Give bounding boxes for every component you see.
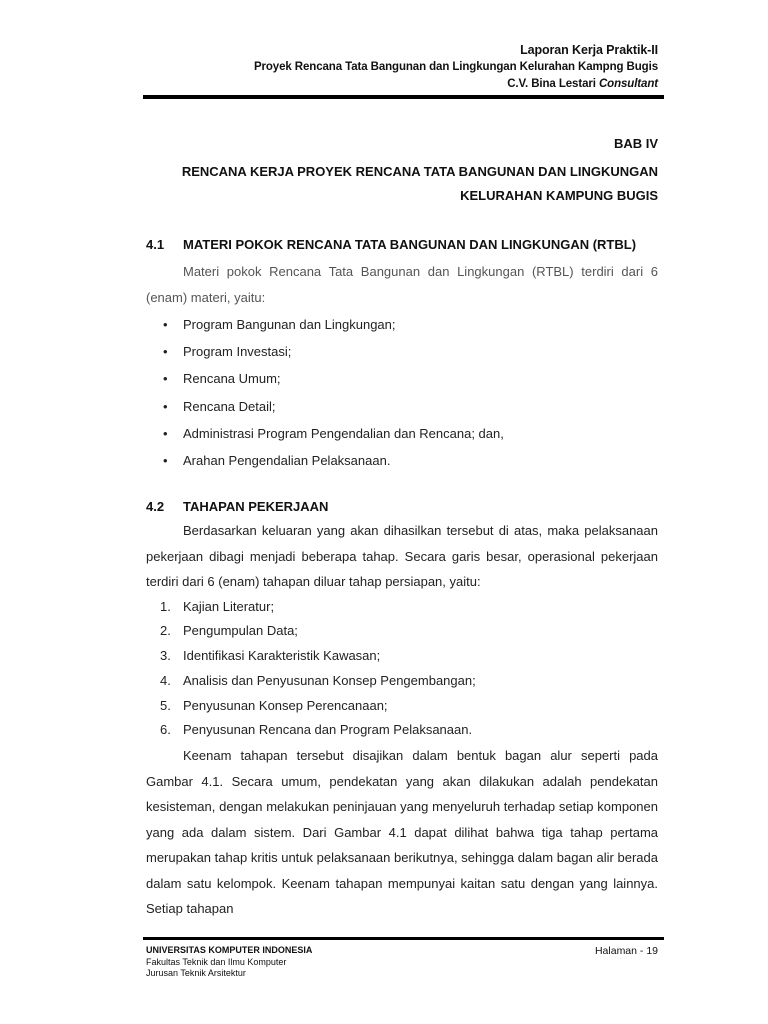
list-item <box>146 619 658 644</box>
consultant-line <box>254 76 658 93</box>
footer-institution <box>146 945 312 980</box>
section-4-1-intro: Materi pokok Rencana Tata Bangunan dan Lingkungan (RTBL) terdiri dari 6 (enam) materi, yaitu: <box>146 264 658 305</box>
report-title: Laporan Kerja Praktik-II <box>520 43 658 57</box>
step-number: 3. <box>160 648 171 664</box>
tahapan-list <box>146 595 658 744</box>
section-4-1-body <box>146 259 658 474</box>
list-item <box>146 644 658 669</box>
section-heading-4-1 <box>146 237 636 252</box>
section-4-2-intro: Berdasarkan keluaran yang akan dihasilkan tersebut di atas, maka pelaksanaan pekerjaan dibagi menjadi beberapa tahap. Secara garis besar, operasional pekerjaan terdiri dari 6 (enam) tahapan diluar tahap persiapan, yaitu: <box>146 523 658 589</box>
step-text: Penyusunan Rencana dan Program Pelaksanaan. <box>183 722 473 738</box>
department-name: Jurusan Teknik Arsitektur <box>146 968 246 978</box>
list-item <box>146 718 658 743</box>
step-number: 2. <box>160 623 171 639</box>
list-item: • Rencana Umum; <box>146 365 658 392</box>
section-number: 4.1 <box>146 237 165 252</box>
step-text: Penyusunan Konsep Perencanaan; <box>183 697 388 713</box>
list-item <box>146 669 658 694</box>
chapter-title-line2: KELURAHAN KAMPUNG BUGIS <box>460 188 658 203</box>
consultant-label: Consultant <box>598 78 658 90</box>
section-number: 4.2 <box>146 499 165 514</box>
section-4-2-body <box>146 518 658 922</box>
list-item: • Program Bangunan dan Lingkungan; <box>146 311 658 338</box>
step-number: 4. <box>160 672 171 688</box>
footer-rule <box>143 937 664 940</box>
list-item <box>146 595 658 620</box>
step-text: Identifikasi Karakteristik Kawasan; <box>183 648 381 664</box>
consultant-name: C.V. Bina Lestari <box>507 78 599 90</box>
step-number: 1. <box>160 598 171 614</box>
chapter-number: BAB IV <box>613 136 658 151</box>
step-number: 5. <box>160 697 171 713</box>
list-item: • Rencana Detail; <box>146 393 658 420</box>
project-title: Proyek Rencana Tata Bangunan dan Lingkungan Kelurahan Kampng Bugis <box>253 61 658 73</box>
step-text: Analisis dan Penyusunan Konsep Pengembangan; <box>183 672 476 688</box>
step-number: 6. <box>160 722 171 738</box>
chapter-title-line1: RENCANA KERJA PROYEK RENCANA TATA BANGUNAN DAN LINGKUNGAN <box>181 164 658 179</box>
materi-list <box>146 311 658 474</box>
university-name: UNIVERSITAS KOMPUTER INDONESIA <box>146 945 313 955</box>
section-title: TAHAPAN PEKERJAAN <box>183 499 329 514</box>
list-item: • Program Investasi; <box>146 338 658 365</box>
page-number: Halaman - 19 <box>594 945 658 957</box>
section-heading-4-2 <box>146 499 328 514</box>
list-item: • Arahan Pengendalian Pelaksanaan. <box>146 447 658 474</box>
step-text: Kajian Literatur; <box>183 598 275 614</box>
running-header <box>254 42 658 93</box>
section-4-2-closing: Keenam tahapan tersebut disajikan dalam bentuk bagan alur seperti pada Gambar 4.1. Secara umum, pendekatan yang akan dilakukan adalah pendekatan kesisteman, dengan melakukan peninjauan yang menyeluruh terhadap setiap komponen yang ada dalam sistem. Dari Gambar 4.1 dapat dilihat bahwa tiga tahap pertama merupakan tahap kritis untuk pelaksanaan berikutnya, sehingga dalam bagan alir berada dalam satu kelompok. Keenam tahapan mempunyai kaitan satu dengan yang lainnya. Setiap tahapan <box>146 748 658 917</box>
section-title: MATERI POKOK RENCANA TATA BANGUNAN DAN LINGKUNGAN (RTBL) <box>183 237 637 252</box>
list-item <box>146 694 658 719</box>
faculty-name: Fakultas Teknik dan Ilmu Komputer <box>146 956 287 967</box>
header-rule <box>143 95 664 99</box>
step-text: Pengumpulan Data; <box>183 623 298 639</box>
list-item: • Administrasi Program Pengendalian dan Rencana; dan, <box>146 420 658 447</box>
